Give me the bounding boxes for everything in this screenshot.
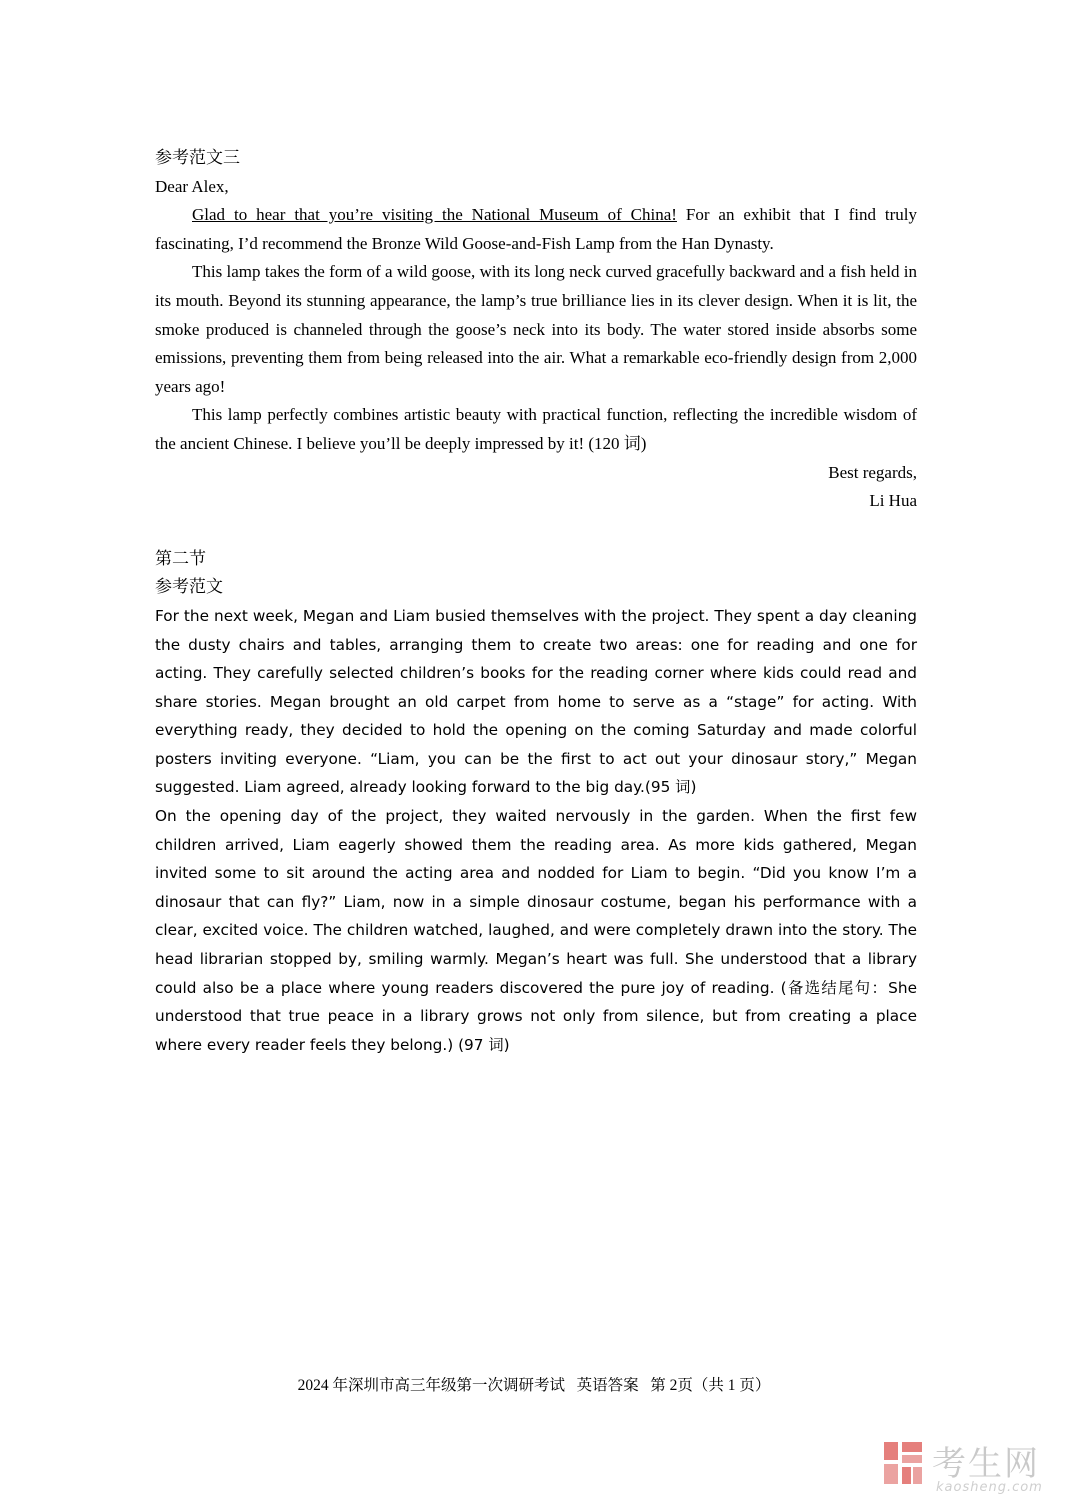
continuation-paragraph-2: On the opening day of the project, they waited nervously in the garden. When the first few children arrived, Liam eagerly showed them the reading area. As more kids gathered, Megan invited some to sit around the acting area and nodded for Liam to begin. “Did you know I’m a dinosaur that can fly?” Liam, now in a simple dinosaur costume, began his performance with a clear, excited voice. The children watched, laughed, and were completely drawn into the story. The head librarian stopped by, smiling warmly. Megan’s heart was full. She understood that a library could also be a place where young readers discovered the pure joy of reading. (备选结尾句：She understood that true peace in a library grows not only from silence, but from creating a place where every reader feels they belong.) (97 词) bbox=[155, 807, 917, 1054]
letter-paragraph-2: This lamp takes the form of a wild goose, with its long neck curved gracefully backward and a fish held in its mouth. Beyond its stunning appearance, the lamp’s true brilliance lies in its clever design. When it is lit, the smoke produced is channeled through the goose’s neck into its body. The water stored inside absorbs some emissions, preventing them from being released into the air. What a remarkable eco-friendly design from 2,000 years ago! bbox=[155, 262, 917, 396]
page-content bbox=[155, 144, 917, 1059]
page-footer: 2024 年深圳市高三年级第一次调研考试 英语答案 第 2页（共 1 页） bbox=[297, 1377, 771, 1394]
watermark bbox=[884, 1438, 1054, 1500]
section-two-body bbox=[155, 602, 917, 1060]
letter-paragraph-3: This lamp perfectly combines artistic beauty with practical function, reflecting the incredible wisdom of the ancient Chinese. I believe you’ll be deeply impressed by it! (120 词) bbox=[155, 405, 917, 453]
watermark-chinese-text: 考生网 bbox=[932, 1444, 1040, 1484]
letter-closing: Best regards, bbox=[828, 462, 917, 482]
paragraph-1-rest: For an exhibit that I find truly fascinating, I’d recommend the Bronze Wild Goose-and-Fish Lamp from the Han Dynasty. bbox=[155, 205, 917, 253]
section-heading: 第二节 bbox=[155, 548, 206, 568]
continuation-paragraph-1: For the next week, Megan and Liam busied themselves with the project. They spent a day cleaning the dusty chairs and tables, arranging them to create two areas: one for reading and one for acting. They carefully selected children’s books for the reading corner where kids could read and share stories. Megan brought an old carpet from home to serve as a “stage” for acting. With everything ready, they decided to hold the opening on the coming Saturday and made colorful posters inviting everyone. “Liam, you can be the first to act out your dinosaur story,” Megan suggested. Liam agreed, already looking forward to the big day.(95 词) bbox=[155, 606, 917, 797]
essay-sample-3 bbox=[155, 144, 917, 516]
section-two-header bbox=[155, 545, 917, 602]
underlined-opening: Glad to hear that you’re visiting the National Museum of China! bbox=[192, 205, 677, 225]
letter-salutation: Dear Alex, bbox=[155, 176, 229, 196]
essay-heading: 参考范文三 bbox=[155, 148, 240, 167]
letter-signature: Li Hua bbox=[869, 491, 917, 511]
section-subheading: 参考范文 bbox=[155, 577, 223, 597]
kaosheng-logo-icon bbox=[884, 1442, 922, 1484]
letter-paragraph-1 bbox=[155, 201, 917, 258]
watermark-domain-text: kaosheng.com bbox=[936, 1480, 1043, 1495]
